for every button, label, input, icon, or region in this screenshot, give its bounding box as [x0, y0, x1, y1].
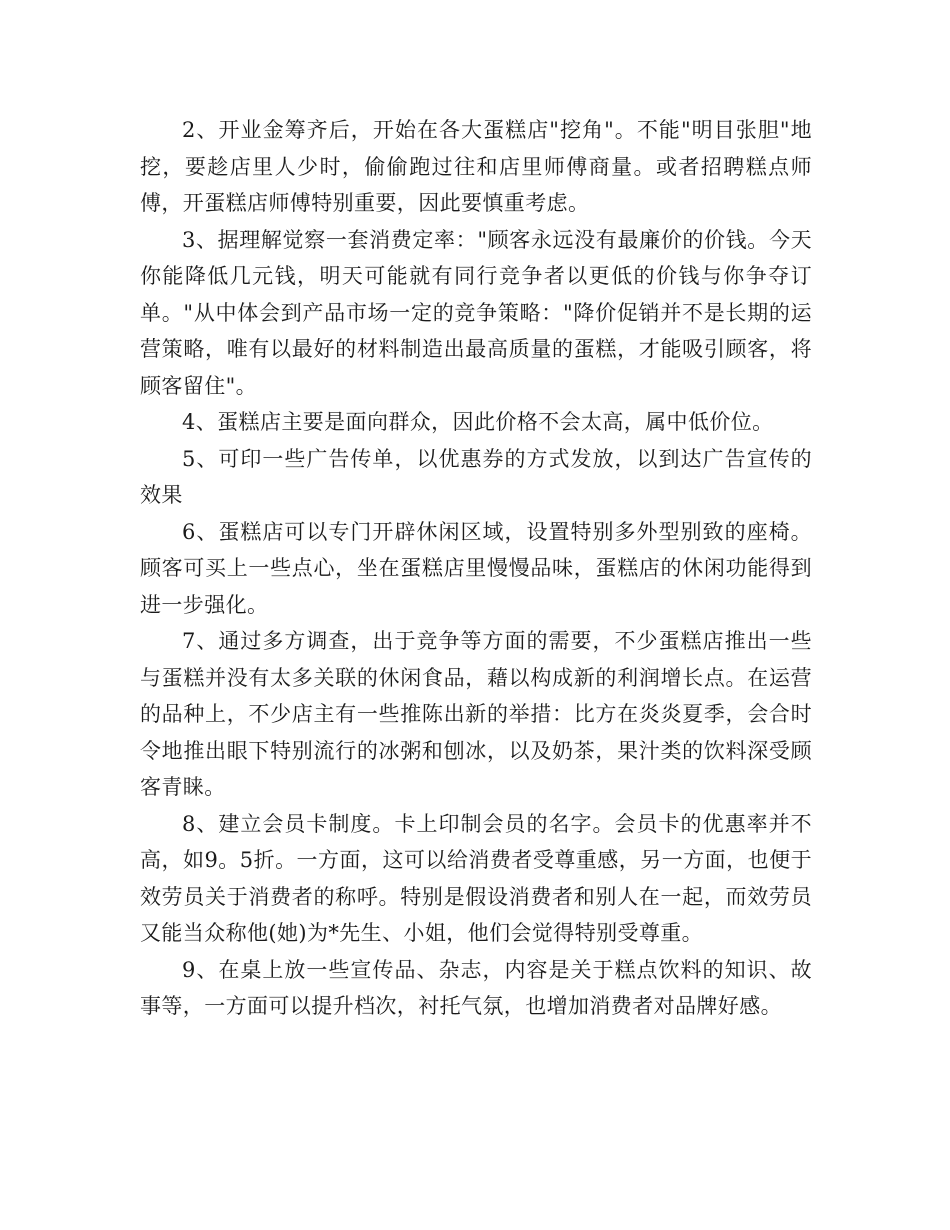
document-body	[140, 112, 812, 1025]
paragraph-8: 8、建立会员卡制度。卡上印制会员的名字。会员卡的优惠率并不高，如9。5折。一方面，这可以给消费者受尊重感，另一方面，也便于效劳员关于消费者的称呼。特别是假设消费者和别人在一起，而效劳员又能当众称他(她)为*先生、小姐，他们会觉得特别受尊重。	[140, 811, 812, 945]
paragraph-7: 7、通过多方调查，出于竞争等方面的需要，不少蛋糕店推出一些与蛋糕并没有太多关联的休闲食品，藉以构成新的利润增长点。在运营的品种上，不少店主有一些推陈出新的举措：比方在炎炎夏季，会合时令地推出眼下特别流行的冰粥和刨冰，以及奶茶，果汁类的饮料深受顾客青睐。	[140, 629, 812, 799]
paragraph-5: 5、可印一些广告传单，以优惠券的方式发放，以到达广告宣传的效果	[140, 446, 812, 507]
paragraph-6: 6、蛋糕店可以专门开辟休闲区域，设置特别多外型别致的座椅。顾客可买上一些点心，坐在蛋糕店里慢慢品味，蛋糕店的休闲功能得到进一步强化。	[140, 519, 812, 617]
paragraph-3: 3、据理解觉察一套消费定率："顾客永远没有最廉价的价钱。今天你能降低几元钱，明天可能就有同行竞争者以更低的价钱与你争夺订单。"从中体会到产品市场一定的竞争策略："降价促销并不是长期的运营策略，唯有以最好的材料制造出最高质量的蛋糕，才能吸引顾客，将顾客留住"。	[140, 227, 812, 398]
paragraph-9: 9、在桌上放一些宣传品、杂志，内容是关于糕点饮料的知识、故事等，一方面可以提升档次，衬托气氛，也增加消费者对品牌好感。	[140, 957, 812, 1018]
paragraph-2: 2、开业金筹齐后，开始在各大蛋糕店"挖角"。不能"明目张胆"地挖，要趁店里人少时，偷偷跑过往和店里师傅商量。或者招聘糕点师傅，开蛋糕店师傅特别重要，因此要慎重考虑。	[140, 118, 812, 215]
paragraph-4: 4、蛋糕店主要是面向群众，因此价格不会太高，属中低价位。	[182, 410, 774, 434]
